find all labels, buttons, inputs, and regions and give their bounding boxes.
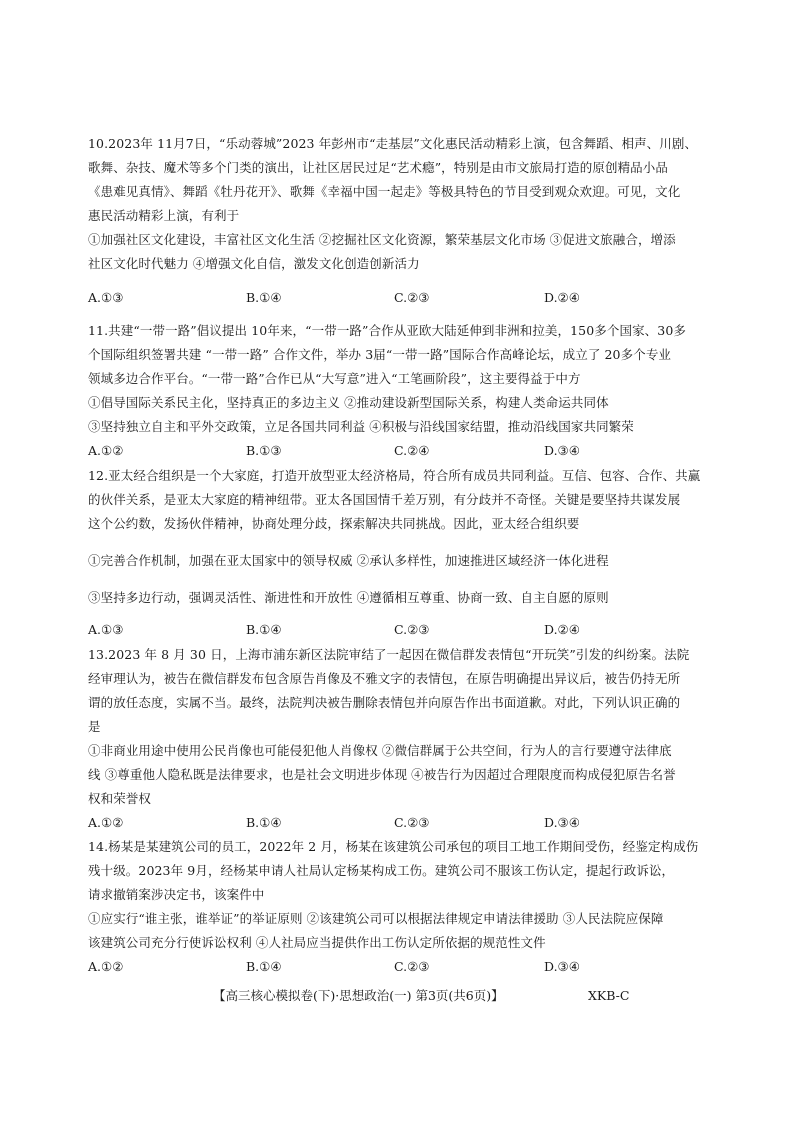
question-13-option-d: D.③④ [544,815,580,830]
question-13-line-2: 经审理认为，被告在微信群发布包含原告肖像及不雅文字的表情包，在原告明确提出异议后，被告仍持无所 [88,671,681,686]
question-13-line-7: 权和荣誉权 [88,791,152,806]
question-13-line-6: 线 ③尊重他人隐私既是法律要求，也是社会文明进步体现 ④被告行为因超过合理限度而构成侵犯原告名誉 [88,767,676,782]
question-10-option-c: C.②③ [394,290,430,305]
question-11-option-c: C.②④ [394,443,430,458]
question-14-line-2: 残十级。2023年 9月，经杨某申请人社局认定杨某构成工伤。建筑公司不服该工伤认定，提起行政诉讼， [88,863,675,878]
question-13-line-3: 谓的放任态度，实属不当。最终，法院判决被告删除表情包并向原告作出书面道歉。对此，下列认识正确的 [88,695,681,710]
question-11-line-2: 个国际组织签署共建 “一带一路” 合作文件，举办 3届“一带一路”国际合作高峰论坛，成立了 20多个专业 [88,347,672,362]
question-10-option-a: A.①③ [88,290,124,305]
question-14-line-4: ①应实行“谁主张，谁举证”的举证原则 ②该建筑公司可以根据法律规定申请法律援助 ③人民法院应保障 [88,911,664,926]
question-11-option-d: D.③④ [544,443,580,458]
question-11-option-a: A.①② [88,443,124,458]
page-footer: 【高三核心模拟卷(下)·思想政治(一) 第3页(共6页)】 [213,988,504,1003]
question-11-option-b: B.①③ [246,443,282,458]
question-10-line-3: 《患难见真情》、舞蹈《牡丹花开》、歌舞《幸福中国一起走》等极具特色的节目受到观众欢迎。可见，文化 [88,184,681,199]
question-12-option-b: B.①④ [246,622,282,637]
question-12-line-4: ①完善合作机制，加强在亚太国家中的领导权威 ②承认多样性，加速推进区域经济一体化进程 [88,553,609,568]
question-10-line-6: 社区文化时代魅力 ④增强文化自信，激发文化创造创新活力 [88,256,420,271]
question-14-option-a: A.①② [88,959,124,974]
question-10-line-2: 歌舞、杂技、魔术等多个门类的演出，让社区居民过足“艺术瘾”，特别是由市文旅局打造的原创精品小品 [88,160,668,175]
question-11-line-5: ③坚持独立自主和平外交政策，立足各国共同利益 ④积极与沿线国家结盟，推动沿线国家共同繁荣 [88,419,634,434]
question-11-line-1: 11.共建“一带一路”倡议提出 10年来，“一带一路”合作从亚欧大陆延伸到非洲和拉美，150多个国家、30多 [88,323,686,338]
question-13-line-4: 是 [88,719,101,734]
question-13-option-c: C.②③ [394,815,430,830]
question-10-line-4: 惠民活动精彩上演，有利于 [88,208,240,223]
question-14-line-5: 该建筑公司充分行使诉讼权利 ④人社局应当提供作出工伤认定所依据的规范性文件 [88,935,546,950]
question-11-line-4: ①倡导国际关系民主化，坚持真正的多边主义 ②推动建设新型国际关系，构建人类命运共同体 [88,395,609,410]
question-10-line-1: 10.2023年 11月7日，“乐动蓉城”2023 年彭州市“走基层”文化惠民活动精彩上演，包含舞蹈、相声、川剧、 [88,136,698,151]
question-12-option-d: D.②④ [544,622,580,637]
question-13-line-1: 13.2023 年 8 月 30 日，上海市浦东新区法院审结了一起因在微信群发表情包“开玩笑”引发的纠纷案。法院 [88,647,690,662]
question-12-line-1: 12.亚太经合组织是一个大家庭，打造开放型亚太经济格局，符合所有成员共同利益。互信、包容、合作、共赢 [88,468,701,483]
question-12-option-c: C.②③ [394,622,430,637]
question-11-line-3: 领域多边合作平台。“一带一路”合作已从“大写意”进入“工笔画阶段”，这主要得益于中方 [88,371,581,386]
question-12-line-2: 的伙伴关系，是亚太大家庭的精神纽带。亚太各国国情千差万别，有分歧并不奇怪。关键是要坚持共谋发展 [88,492,681,507]
paper-code: XKB-C [588,988,630,1003]
question-10-line-5: ①加强社区文化建设，丰富社区文化生活 ②挖掘社区文化资源，繁荣基层文化市场 ③促进文旅融合，增添 [88,232,676,247]
question-10-option-b: B.①④ [246,290,282,305]
question-13-line-5: ①非商业用途中使用公民肖像也可能侵犯他人肖像权 ②微信群属于公共空间，行为人的言行要遵守法律底 [88,743,672,758]
question-10-option-d: D.②④ [544,290,580,305]
question-14-option-b: B.①④ [246,959,282,974]
question-14-option-c: C.②③ [394,959,430,974]
question-12-line-3: 这个公约数，发扬伙伴精神，协商处理分歧，探索解决共同挑战。因此，亚太经合组织要 [88,516,580,531]
question-12-option-a: A.①③ [88,622,124,637]
question-13-option-b: B.①④ [246,815,282,830]
question-13-option-a: A.①② [88,815,124,830]
question-14-option-d: D.③④ [544,959,580,974]
question-12-line-5: ③坚持多边行动，强调灵活性、渐进性和开放性 ④遵循相互尊重、协商一致、自主自愿的原则 [88,590,609,605]
question-14-line-3: 请求撤销案涉决定书，该案件中 [88,887,265,902]
question-14-line-1: 14.杨某是某建筑公司的员工，2022年 2 月，杨某在该建筑公司承包的项目工地工作期间受伤，经鉴定构成伤 [88,839,699,854]
